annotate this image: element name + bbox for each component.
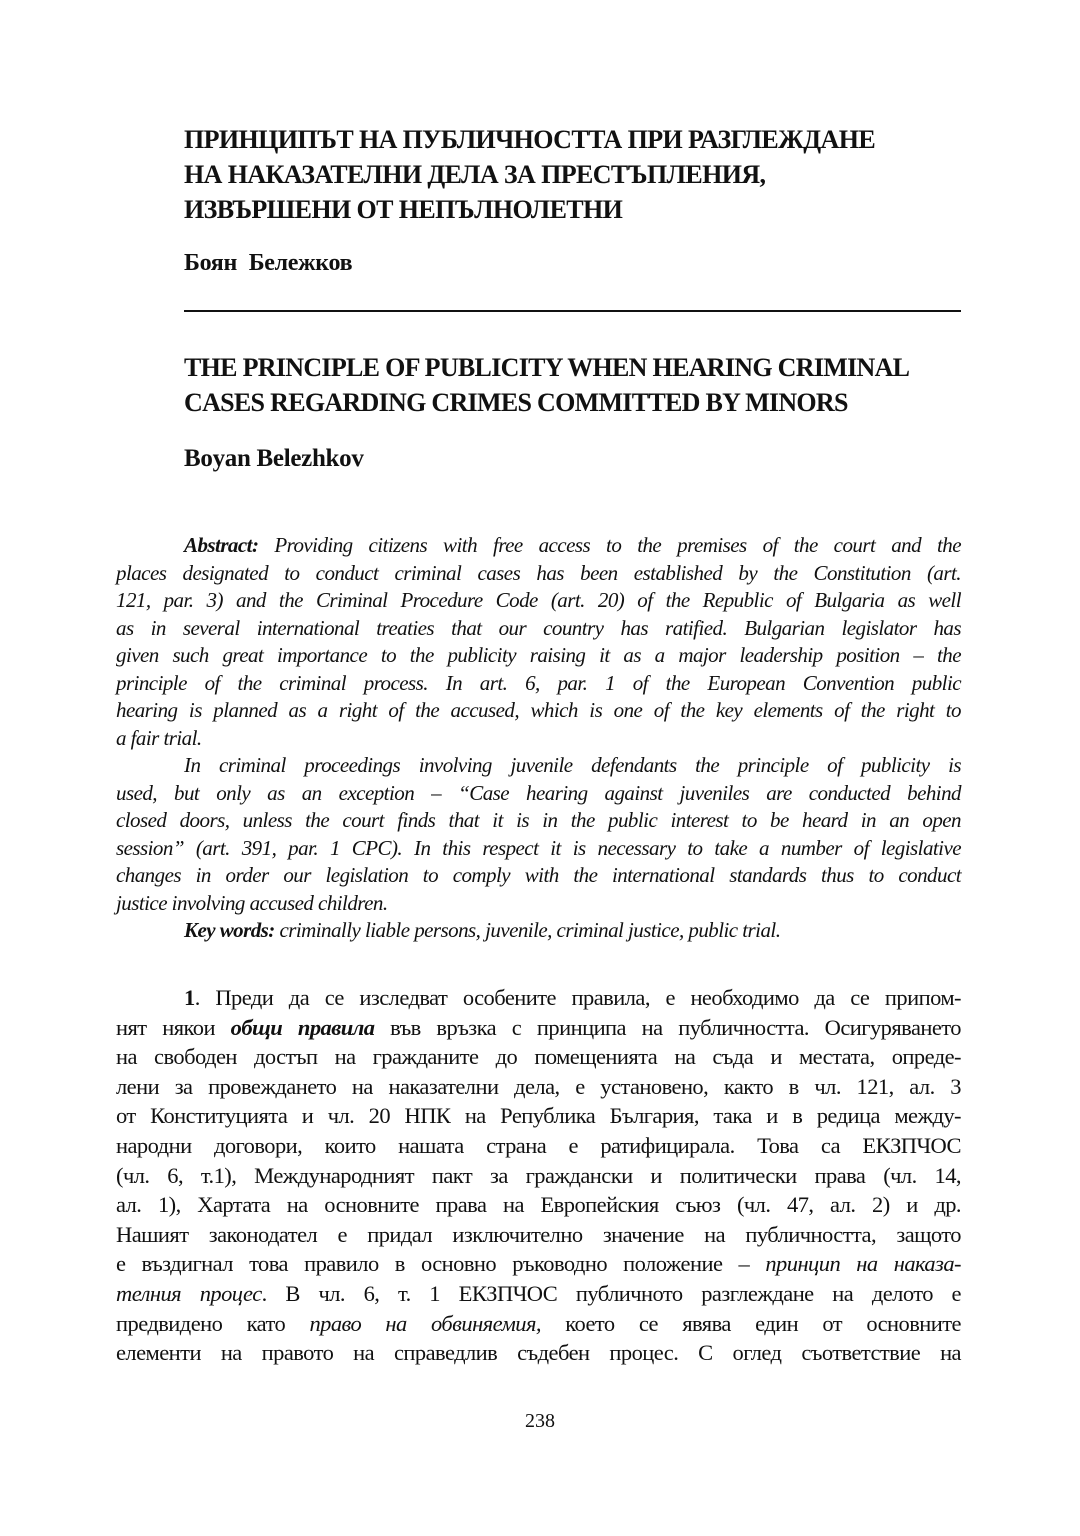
title-line: ПРИНЦИПЪТ НА ПУБЛИЧНОСТТА ПРИ РАЗГЛЕЖДАНЕ: [184, 125, 876, 154]
keywords-text: criminally liable persons, juvenile, criminal justice, public trial.: [274, 918, 781, 942]
body-line: (чл. 6, т.1), Международният пакт за граждански и политически права (чл. 14,: [116, 1162, 961, 1188]
abstract-label: Abstract:: [184, 533, 259, 557]
abstract-line: Abstract: Providing citizens with free access to the premises of the court and the: [184, 533, 961, 557]
abstract-line: places designated to conduct criminal cases has been established by the Constitution (art.: [116, 560, 961, 585]
title-line: CASES REGARDING CRIMES COMMITTED BY MINORS: [184, 388, 848, 417]
body-line: нят някои общи правила във връзка с принципа на публичността. Осигуряването: [116, 1014, 961, 1040]
abstract: [116, 532, 961, 945]
body-text: [116, 983, 961, 1368]
abstract-line: justice involving accused children.: [116, 890, 388, 915]
body-line: Нашият законодател е придал изключително значение на публичността, защото: [116, 1221, 961, 1247]
abstract-line: principle of the criminal process. In art. 6, par. 1 of the European Convention public: [116, 670, 961, 695]
body-line: от Конституцията и чл. 20 НПК на Република България, така и в редица между-: [116, 1103, 961, 1129]
abstract-line: changes in order our legislation to comply with the international standards thus to conduct: [116, 863, 961, 887]
abstract-line: given such great importance to the publicity raising it as a major leadership position – the: [116, 643, 961, 667]
section-number: 1: [184, 985, 195, 1010]
body-line: на свободен достъп на гражданите до помещенията на съда и местата, опреде-: [116, 1044, 961, 1070]
keywords-line: [116, 917, 961, 945]
title-line: НА НАКАЗАТЕЛНИ ДЕЛА ЗА ПРЕСТЪПЛЕНИЯ,: [184, 160, 766, 189]
author-name-english: Boyan Belezhkov: [184, 445, 364, 472]
article-title-english: [184, 350, 974, 420]
body-line: ал. 1), Хартата на основните права на Европейския съюз (чл. 47, ал. 2) и др.: [116, 1192, 961, 1218]
body-line: народни договори, които нашата страна е ратифицирала. Това са ЕКЗПЧОС: [116, 1132, 961, 1158]
abstract-line: session” (art. 391, par. 1 CPC). In this respect it is necessary to take a number of legislative: [116, 835, 961, 860]
abstract-line: used, but only as an exception – “Case hearing against juveniles are conducted behind: [116, 780, 961, 805]
abstract-line: hearing is planned as a right of the accused, which is one of the key elements of the right to: [116, 698, 961, 722]
page-number: 238: [525, 1410, 555, 1432]
author-name-bulgarian: Боян Бележков: [184, 250, 353, 276]
article-title-bulgarian: [184, 122, 974, 227]
abstract-line: a fair trial.: [116, 725, 202, 750]
abstract-line: closed doors, unless the court finds that it is in the public interest to be heard in an open: [116, 808, 961, 832]
body-line: елементи на правото на справедлив съдебен процес. С оглед съответствие на: [116, 1340, 961, 1366]
body-line: 1. Преди да се изследват особените правила, е необходимо да се припом-: [184, 985, 961, 1010]
body-line: телния процес. В чл. 6, т. 1 ЕКЗПЧОС публичното разглеждане на делото е: [116, 1280, 961, 1306]
body-line: предвидено като право на обвиняемия, което се явява един от основните: [116, 1310, 961, 1336]
abstract-line: as in several international treaties that our country has ratified. Bulgarian legislator has: [116, 615, 961, 640]
title-line: THE PRINCIPLE OF PUBLICITY WHEN HEARING CRIMINAL: [184, 353, 910, 382]
title-divider: [184, 310, 961, 312]
abstract-line: 121, par. 3) and the Criminal Procedure Code (art. 20) of the Republic of Bulgaria as well: [116, 588, 961, 612]
keywords-label: Key words:: [184, 918, 275, 942]
emphasis-general-rules: общи правила: [230, 1014, 375, 1040]
body-line: е въздигнал това правило в основно ръководно положение – принцип на наказа-: [116, 1251, 961, 1277]
abstract-line: In criminal proceedings involving juvenile defendants the principle of publicity is: [184, 753, 961, 777]
title-line: ИЗВЪРШЕНИ ОТ НЕПЪЛНОЛЕТНИ: [184, 195, 623, 224]
body-line: лени за провеждането на наказателни дела, е установено, както в чл. 121, ал. 3: [116, 1073, 961, 1099]
